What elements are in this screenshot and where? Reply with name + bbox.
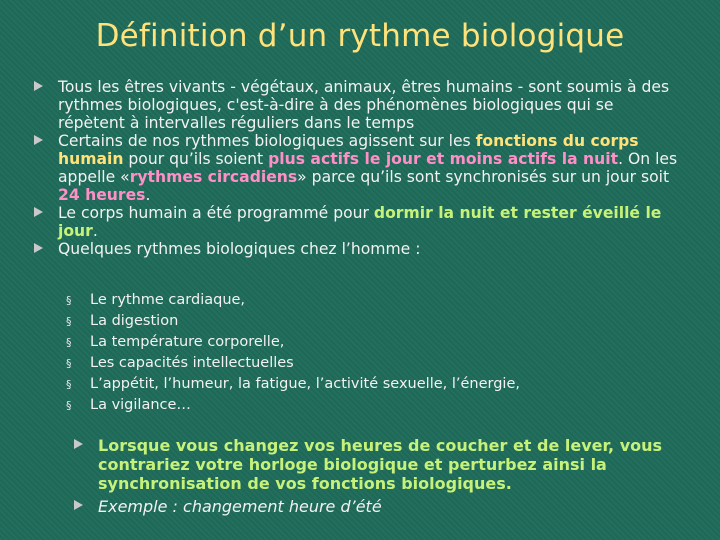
- highlight-text: rythmes circadiens: [129, 168, 298, 186]
- section-mark-icon: §: [66, 315, 72, 328]
- bullet-item: [34, 204, 684, 240]
- section-mark-icon: §: [66, 294, 72, 307]
- highlight-text: 24 heures: [58, 186, 146, 204]
- bullet-item: [34, 132, 684, 204]
- example-text: Exemple : changement heure d’été: [98, 497, 382, 516]
- conclusion-item: [74, 436, 720, 493]
- bullet-item: [34, 240, 684, 258]
- section-mark-icon: §: [66, 357, 72, 370]
- sub-item: § La digestion: [66, 311, 666, 332]
- bullet-text: Le corps humain a été programmé pour dormir la nuit et rester éveillé le jour.: [58, 204, 662, 240]
- sub-item: § Le rythme cardiaque,: [66, 290, 666, 311]
- main-bullet-list: [34, 78, 684, 258]
- sub-item: § La vigilance…: [66, 395, 666, 416]
- section-mark-icon: §: [66, 378, 72, 391]
- conclusion-text: Lorsque vous changez vos heures de coucher et de lever, vous contrariez votre horloge biologique et perturbez ainsi la synchronisation de vos fonctions biologiques.: [98, 436, 663, 493]
- example-list: [34, 497, 720, 517]
- example-item: [74, 497, 720, 517]
- bullet-text: Quelques rythmes biologiques chez l’homme :: [58, 240, 421, 258]
- triangle-bullet-icon: [34, 243, 43, 253]
- triangle-bullet-icon: [74, 439, 83, 449]
- conclusion-list: [34, 436, 720, 493]
- section-mark-icon: §: [66, 399, 72, 412]
- sub-item: § Les capacités intellectuelles: [66, 353, 666, 374]
- section-mark-icon: §: [66, 336, 72, 349]
- sub-item: § La température corporelle,: [66, 332, 666, 353]
- bullet-item: [34, 78, 684, 132]
- triangle-bullet-icon: [34, 207, 43, 217]
- triangle-bullet-icon: [34, 135, 43, 145]
- triangle-bullet-icon: [34, 81, 43, 91]
- bullet-text: Certains de nos rythmes biologiques agissent sur les fonctions du corps humain pour qu’ils soient plus actifs le jour et moins actifs la nuit. On les appelle «rythmes circadiens» parce qu’ils sont synchronisés sur un jour soit 24 heures.: [58, 132, 678, 204]
- sub-item: § L’appétit, l’humeur, la fatigue, l’activité sexuelle, l’énergie,: [66, 374, 666, 395]
- bullet-text: Tous les êtres vivants - végétaux, animaux, êtres humains - sont soumis à des rythmes biologiques, c'est-à-dire à des phénomènes biologiques qui se répètent à intervalles réguliers dans le temps: [58, 78, 670, 132]
- highlight-text: dormir la nuit et rester éveillé le jour: [58, 204, 662, 240]
- triangle-bullet-icon: [74, 500, 83, 510]
- highlight-text: plus actifs le jour et moins actifs la nuit: [268, 150, 619, 168]
- highlight-text: fonctions du corps humain: [58, 132, 639, 168]
- slide-title: Définition d’un rythme biologique: [95, 18, 625, 54]
- sub-bullet-list: [66, 290, 666, 416]
